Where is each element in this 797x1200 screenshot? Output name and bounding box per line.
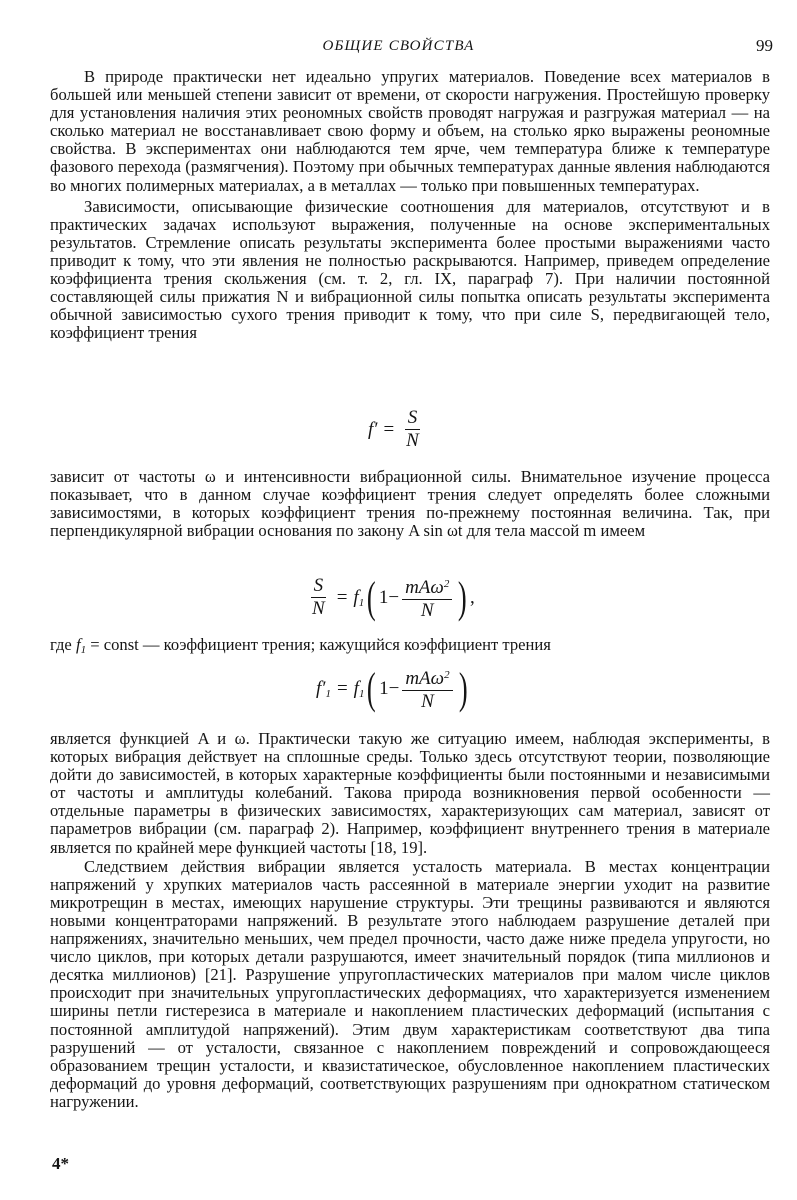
formula-symbol: 1	[379, 677, 389, 699]
formula-symbol: f	[75, 635, 81, 654]
fraction	[309, 576, 328, 619]
fraction-denominator: N	[421, 691, 434, 712]
fraction-numerator	[402, 574, 452, 600]
bracket-open: (	[367, 663, 377, 713]
formula-symbol: f	[353, 586, 359, 608]
formula-symbol	[354, 678, 365, 700]
formula-symbol: 1	[378, 586, 389, 608]
formula-subscript: 1	[325, 687, 331, 700]
fraction-denominator: N	[312, 598, 325, 619]
text-span: = const — коэффициент трения; кажущийся коэффициент трения	[90, 635, 551, 654]
fraction	[402, 665, 452, 712]
bracket-close: )	[458, 572, 468, 622]
formula-superscript: 2	[444, 669, 450, 681]
text-block-4	[50, 730, 770, 1111]
formula-friction	[368, 408, 425, 451]
fraction-denominator: N	[406, 430, 419, 451]
formula-symbol: ,	[469, 586, 475, 608]
formula-subscript: 1	[80, 644, 87, 656]
paragraph-continuous-media: является функцией A и ω. Практически такую же ситуацию имеем, наблюдая эксперименты, в которых вибрация действует на сплошные среды. Только здесь отсутствуют теории, позволяющие дойти до зависимостей, в которых характерные коэффициенты были постоянными и независимыми от частоты и амплитуды колебаний. Такова природа возникновения первой особенности — отдельные параметры в физических зависимостях, характеризующих сам материал, зависят от параметров вибрации (см. параграф 2). Например, коэффициент внутреннего трения в материале является по крайней мере функцией частоты [18, 19].	[50, 729, 770, 857]
formula-symbol: =	[336, 586, 348, 608]
signature-mark: 4*	[52, 1154, 69, 1173]
formula-symbol: f′	[368, 418, 378, 440]
formula-symbol: =	[383, 418, 395, 440]
text-span: где	[50, 635, 72, 654]
formula-superscript: 2	[443, 578, 450, 590]
formula-symbol: f′	[316, 677, 326, 699]
paragraph-fatigue: Следствием действия вибрации является усталость материала. В местах концентрации напряжений у хрупких материалов часть рассеянной в материале энергии уходит на развитие микротрещин в местах, имеющих нарушение структуры. Эти трещины развиваются и являются новыми концентраторами напряжений. В результате этого наблюдаем разрушение деталей при напряжениях, значительно меньших, чем предел прочности, часто даже ниже предела упругости, но число циклов, при которых детали разрушаются, имеет значительный порядок (типа миллионов и десятка миллионов) [21]. Разрушение упругопластических материалов при малом числе циклов происходит при значительных упругопластических деформациях, что характеризуется изменением ширины петли гистерезиса в материале и накоплением пластических деформаций (испытания с постоянной амплитудой напряжений). Этим двум характеристикам соответствуют два типа разрушений — от усталости, связанное с накоплением повреждений и сопровождающееся образованием трещин усталости, и квазистатическое, обусловленное накоплением пластических деформаций до уровня деформаций, соответствующих разрушениям при однократном статическом нагружении.	[50, 856, 770, 1111]
formula-symbol	[316, 678, 331, 700]
fraction	[402, 574, 452, 621]
fraction-denominator: N	[420, 600, 434, 621]
formula-symbol: −	[388, 586, 400, 608]
text-block-3	[50, 636, 770, 659]
running-head: ОБЩИЕ СВОЙСТВА	[322, 38, 475, 54]
formula-symbol: mAω	[405, 668, 445, 689]
formula-apparent-friction	[316, 665, 470, 712]
formula-symbol	[353, 587, 364, 609]
fraction	[403, 408, 422, 451]
formula-symbol: mAω	[405, 577, 444, 598]
formula-subscript: 1	[358, 596, 365, 609]
page-number: 99	[756, 36, 773, 55]
paragraph-friction-coefficient: Зависимости, описывающие физические соотношения для материалов, отсутствуют и в практических задачах используют выражения, полученные на основе экспериментальных результатов. Стремление описать результаты эксперимента более простыми выражениями часто приводит к тому, что эти явления не полностью раскрываются. Например, приведем определение коэффициента трения скольжения (см. т. 2, гл. IX, параграф 7). При наличии постоянной составляющей силы прижатия N и вибрационной силы попытка описать результаты эксперимента обычной зависимостью сухого трения приводит к тому, что при силе S, передвигающей тело, коэффициент трения	[50, 196, 770, 343]
text-block-2	[50, 468, 770, 540]
fraction-numerator: S	[311, 576, 327, 598]
bracket-close: )	[458, 663, 468, 713]
paragraph-nature-of-materials: В природе практически нет идеально упругих материалов. Поведение всех материалов в большей или меньшей степени зависит от времени, от скорости нагружения. Простейшую проверку для установления наличия этих реономных свойств проводят нагружая и разгружая материал — на сколько материал не восстанавливает свою форму и объем, на столько ярко выражены реономные свойства. В экспериментах они наблюдаются тем ярче, чем температура ближе к температуре фазового перехода (размягчения). Поэтому при обычных температурах данные явления наблюдаются во многих полимерных материалах, а в металлах — только при повышенных температурах.	[50, 67, 770, 195]
paragraph-apparent-friction	[50, 636, 770, 659]
text-block-1	[50, 68, 770, 342]
fraction-numerator: S	[405, 408, 421, 430]
formula-subscript: 1	[358, 687, 365, 700]
formula-symbol: =	[336, 677, 348, 699]
formula-vibration	[306, 574, 475, 621]
paragraph-frequency-dependence: зависит от частоты ω и интенсивности вибрационной силы. Внимательное изучение процесса показывает, что в данном случае коэффициент трения следует определять более сложными зависимостями, в которых коэффициент трения по-прежнему постоянная величина. Так, при перпендикулярной вибрации основания по закону A sin ωt для тела массой m имеем	[50, 467, 770, 541]
fraction-numerator	[402, 665, 452, 691]
formula-symbol: f	[353, 677, 359, 699]
bracket-open: (	[367, 572, 376, 622]
formula-symbol: −	[388, 677, 400, 699]
